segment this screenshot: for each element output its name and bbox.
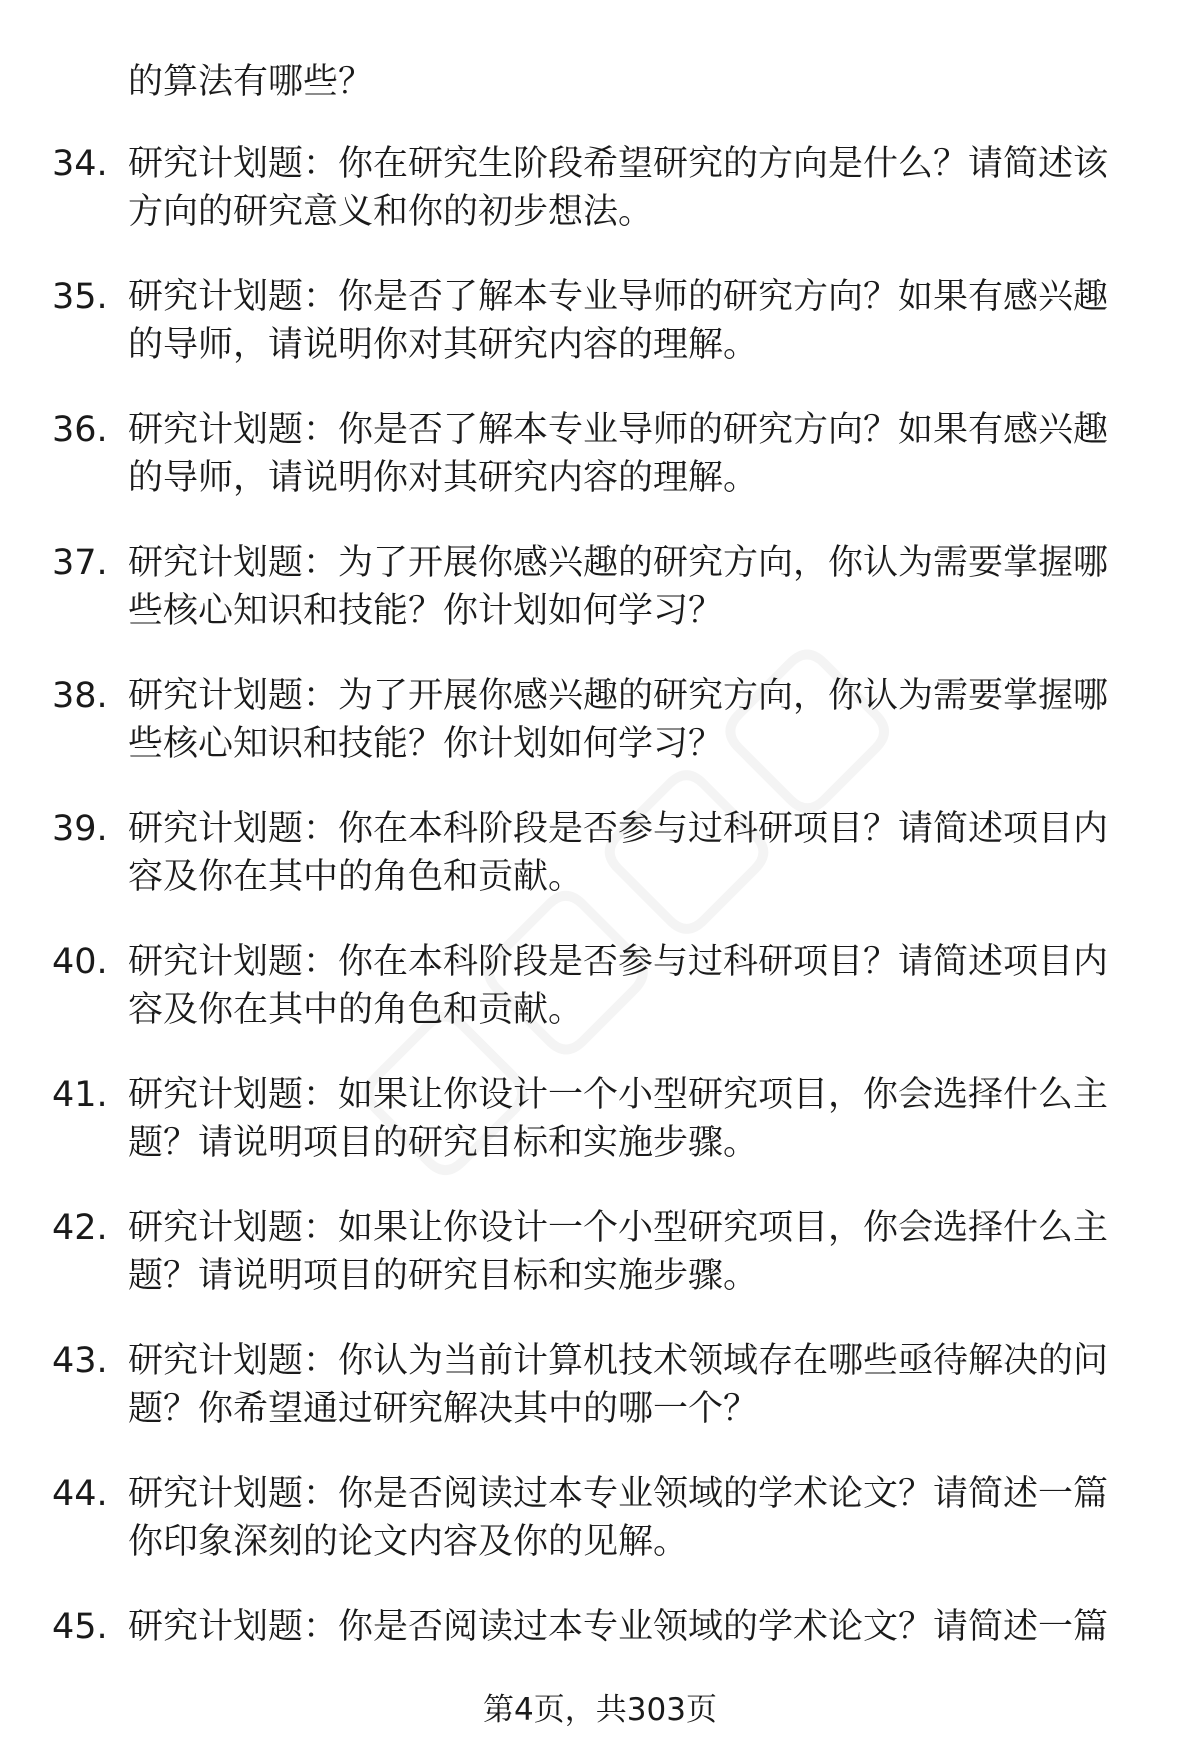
question-list [0,140,1200,1736]
question-line: 研究计划题：如果让你设计一个小型研究项目，你会选择什么主 [128,1075,1109,1115]
question-line: 你印象深刻的论文内容及你的见解。 [128,1522,689,1562]
question-line: 研究计划题：如果让你设计一个小型研究项目，你会选择什么主 [128,1208,1109,1248]
question-line: 研究计划题：为了开展你感兴趣的研究方向，你认为需要掌握哪 [128,543,1109,583]
question-text [128,1603,1138,1651]
question-text [128,1071,1138,1167]
question-line: 研究计划题：你在研究生阶段希望研究的方向是什么？请简述该 [128,144,1109,184]
question-number: 36. [52,410,108,450]
question-item [0,672,1200,805]
question-line: 研究计划题：你是否阅读过本专业领域的学术论文？请简述一篇 [128,1474,1109,1514]
question-number: 38. [52,676,108,716]
question-line: 题？请说明项目的研究目标和实施步骤。 [128,1256,759,1296]
question-line: 容及你在其中的角色和贡献。 [128,990,584,1030]
question-number: 34. [52,144,108,184]
question-line: 研究计划题：你在本科阶段是否参与过科研项目？请简述项目内 [128,942,1109,982]
question-number: 40. [52,942,108,982]
question-text [128,1204,1138,1300]
question-item [0,539,1200,672]
question-text [128,406,1138,502]
question-item [0,1204,1200,1337]
question-number: 43. [52,1341,108,1381]
question-line: 研究计划题：你在本科阶段是否参与过科研项目？请简述项目内 [128,809,1109,849]
question-item [0,1071,1200,1204]
question-text [128,1337,1138,1433]
question-line: 题？请说明项目的研究目标和实施步骤。 [128,1123,759,1163]
question-number: 35. [52,277,108,317]
question-item [0,938,1200,1071]
question-number: 42. [52,1208,108,1248]
question-line: 研究计划题：你是否了解本专业导师的研究方向？如果有感兴趣 [128,277,1109,317]
question-text [128,938,1138,1034]
question-item [0,805,1200,938]
question-line: 方向的研究意义和你的初步想法。 [128,192,654,232]
question-line: 研究计划题：你认为当前计算机技术领域存在哪些亟待解决的问 [128,1341,1109,1381]
page-footer: 第4页，共303页 [483,1692,717,1728]
question-number: 39. [52,809,108,849]
question-item [0,140,1200,273]
question-text [128,672,1138,768]
question-number: 41. [52,1075,108,1115]
question-line: 研究计划题：你是否阅读过本专业领域的学术论文？请简述一篇 [128,1607,1109,1647]
question-line: 研究计划题：为了开展你感兴趣的研究方向，你认为需要掌握哪 [128,676,1109,716]
question-line: 研究计划题：你是否了解本专业导师的研究方向？如果有感兴趣 [128,410,1109,450]
question-text [128,539,1138,635]
question-text [128,1470,1138,1566]
question-text [128,273,1138,369]
question-line: 容及你在其中的角色和贡献。 [128,857,584,897]
question-line: 的导师，请说明你对其研究内容的理解。 [128,325,759,365]
question-item [0,1337,1200,1470]
question-item [0,273,1200,406]
question-item [0,1470,1200,1603]
question-number: 44. [52,1474,108,1514]
question-item [0,406,1200,539]
question-text [128,805,1138,901]
continuation-text: 的算法有哪些？ [128,62,374,102]
question-line: 些核心知识和技能？你计划如何学习？ [128,724,724,764]
question-line: 题？你希望通过研究解决其中的哪一个？ [128,1389,759,1429]
question-number: 37. [52,543,108,583]
question-number: 45. [52,1607,108,1647]
question-line: 些核心知识和技能？你计划如何学习？ [128,591,724,631]
question-text [128,140,1138,236]
question-line: 的导师，请说明你对其研究内容的理解。 [128,458,759,498]
